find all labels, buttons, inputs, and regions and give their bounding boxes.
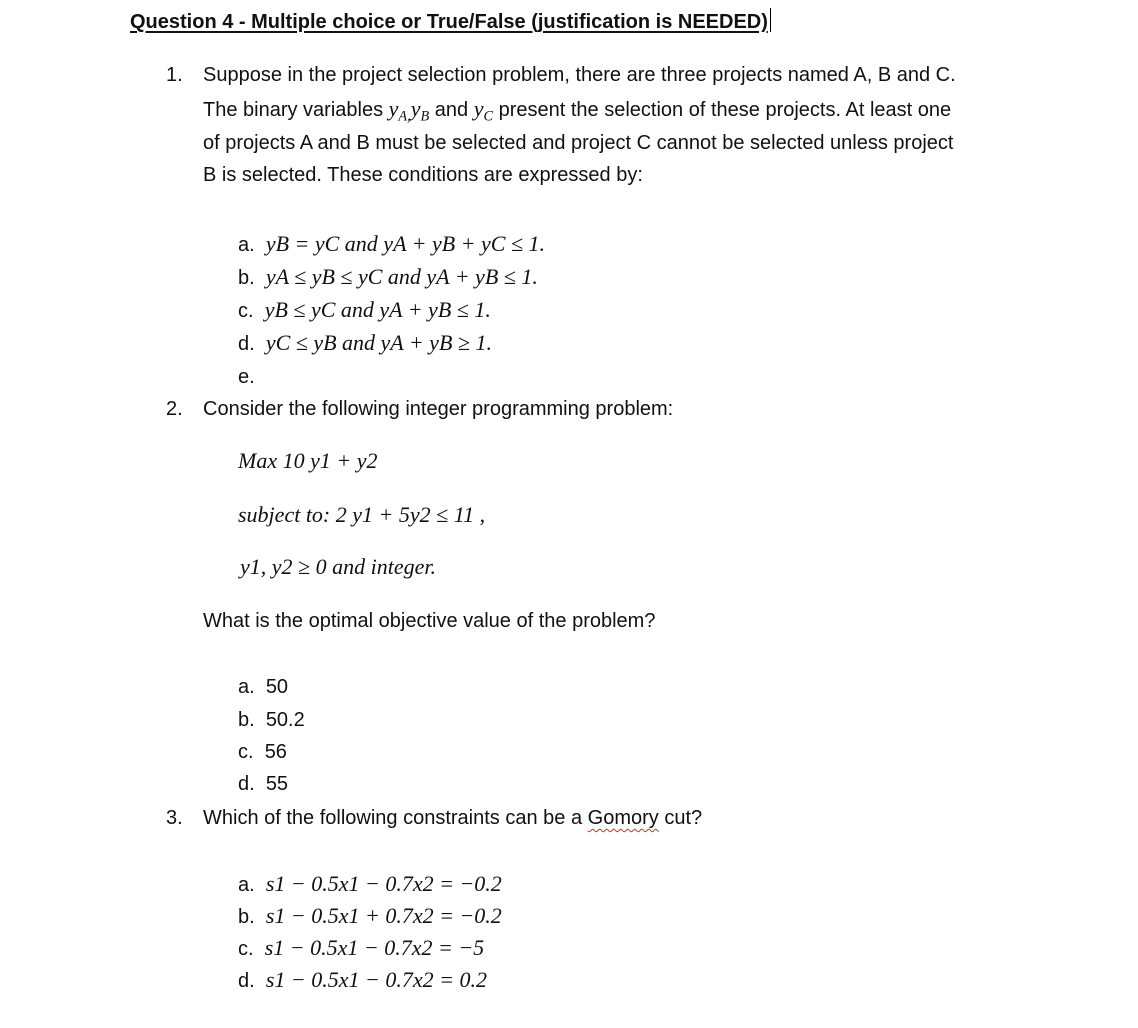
q3-option-c-letter: c. (238, 938, 254, 960)
text-cursor (770, 8, 771, 32)
q1-option-b-letter: b. (238, 267, 255, 289)
q1-line2-and: and (434, 99, 469, 121)
q3-question-suffix: cut? (664, 807, 703, 829)
q2-option-d-text: 55 (265, 773, 289, 795)
q2-question: What is the optimal objective value of the problem? (203, 610, 656, 632)
q3-question-prefix: Which of the following constraints can be a (203, 807, 583, 829)
q1-text-line-1: Suppose in the project selection problem, there are three projects named A, B and C. (203, 64, 956, 86)
q1-option-e (238, 364, 255, 390)
q2-option-b (238, 707, 305, 733)
q3-number: 3. (166, 807, 183, 829)
q1-line2-prefix: The binary variables (203, 99, 384, 121)
q1-line2-rest: present the selection of these projects. At least one (498, 99, 952, 121)
q1-option-c-letter: c. (238, 300, 254, 322)
q3-option-a-letter: a. (238, 874, 255, 896)
question-heading (130, 8, 771, 35)
q2-option-a-text: 50 (265, 676, 289, 698)
q3-option-d-letter: d. (238, 970, 255, 992)
q2-option-a-letter: a. (238, 676, 255, 698)
q2-option-c (238, 739, 287, 765)
q3-option-b-letter: b. (238, 906, 255, 928)
q3-option-c-text: s1 − 0.5x1 − 0.7x2 = −5 (264, 935, 485, 960)
q1-option-d-letter: d. (238, 333, 255, 355)
q1-var-yA-yB: $y_{A,}y_B$ (388, 96, 430, 125)
q1-option-b (238, 264, 538, 291)
q1-number: 1. (166, 64, 183, 86)
q3-option-a (238, 871, 502, 898)
q3-option-c (238, 935, 484, 962)
q2-option-d (238, 771, 288, 797)
q2-option-b-letter: b. (238, 709, 255, 731)
q3-option-b (238, 903, 502, 930)
q3-option-d-text: s1 − 0.5x1 − 0.7x2 = 0.2 (265, 967, 487, 992)
q2-number: 2. (166, 398, 183, 420)
q1-option-b-text: yA ≤ yB ≤ yC and yA + yB ≤ 1. (265, 264, 538, 289)
q1-var-yC: $y_C$ (473, 96, 494, 125)
q2-domain: y1, y2 ≥ 0 and integer. (240, 554, 436, 579)
q2-option-c-letter: c. (238, 741, 254, 763)
q1-text-line-4: B is selected. These conditions are expressed by: (203, 164, 643, 186)
q2-option-a (238, 674, 288, 700)
q3-question (203, 805, 702, 831)
q1-text-line-2 (203, 96, 951, 129)
q2-intro: Consider the following integer programming problem: (203, 398, 674, 420)
q1-option-d-text: yC ≤ yB and yA + yB ≥ 1. (265, 330, 492, 355)
q1-option-a-letter: a. (238, 234, 255, 256)
heading-text: Question 4 - Multiple choice or True/False (justification is NEEDED) (130, 11, 768, 33)
q1-option-a (238, 231, 545, 258)
q3-question-gomory: Gomory (587, 807, 659, 829)
q3-option-d (238, 967, 487, 994)
q1-option-c-text: yB ≤ yC and yA + yB ≤ 1. (264, 297, 491, 322)
q1-text-line-3: of projects A and B must be selected and project C cannot be selected unless project (203, 132, 954, 154)
q3-option-a-text: s1 − 0.5x1 − 0.7x2 = −0.2 (265, 871, 502, 896)
q2-option-b-text: 50.2 (265, 709, 305, 731)
q1-option-a-text: yB = yC and yA + yB + yC ≤ 1. (265, 231, 546, 256)
q2-objective: Max 10 y1 + y2 (238, 448, 378, 473)
q1-option-d (238, 330, 492, 357)
q3-option-b-text: s1 − 0.5x1 + 0.7x2 = −0.2 (265, 903, 502, 928)
q2-constraint: subject to: 2 y1 + 5y2 ≤ 11 , (238, 502, 486, 527)
q1-option-e-letter: e. (238, 366, 255, 388)
q2-option-c-text: 56 (264, 741, 287, 763)
q2-option-d-letter: d. (238, 773, 255, 795)
q1-option-c (238, 297, 491, 324)
